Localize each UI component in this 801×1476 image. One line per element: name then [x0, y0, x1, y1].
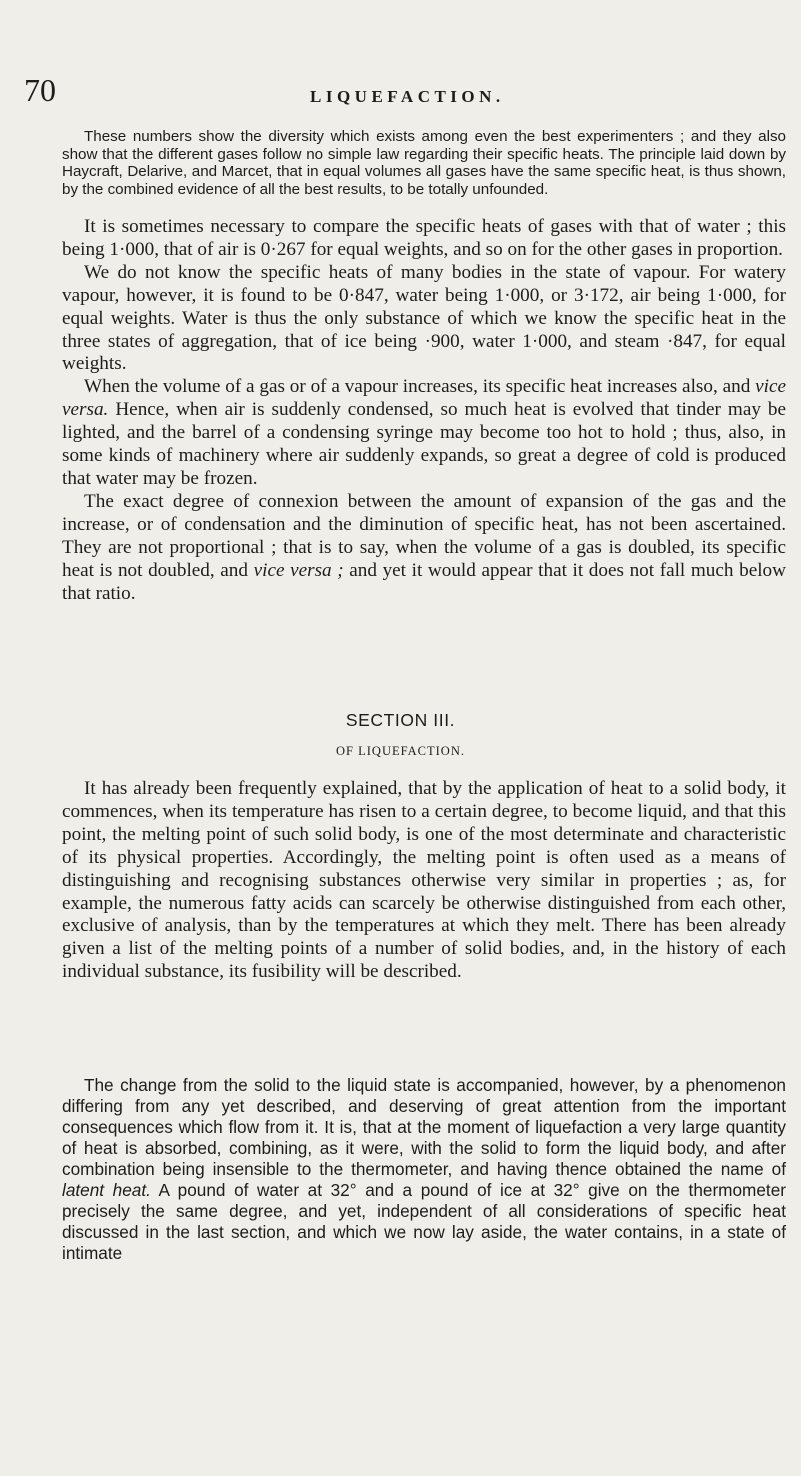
paragraph-5-part-b: and yet it would appear that it does not fall much below that ratio. [62, 559, 786, 604]
paragraph-1: These numbers show the diversity which exists among even the best experimenters ; and they also show that the different gases follow no simple law regarding their specific heats. The principle laid down by Haycraft, Delarive, and Marcet, that in equal volumes all gases have the same specific heat, is thus shown, by the combined evidence of all the best results, to be totally unfounded. [62, 128, 786, 198]
page-number: 70 [24, 72, 56, 108]
paragraph-7-part-b: A pound of water at 32° and a pound of ice at 32° give on the thermometer precisely the same degree, and yet, independent of all considerations of specific heat discussed in the last section, and which we now lay aside, the water contains, in a state of intimate [62, 1180, 786, 1263]
main-text-block-2 [62, 778, 786, 984]
paragraph-5-part-a: The exact degree of connexion between the amount of expansion of the gas and the increase, or of condensation and the diminution of specific heat, has not been ascertained. They are not proportional ; that is to say, when the volume of a gas is doubled, its specific heat is not doubled, and [62, 490, 786, 581]
paragraph-3: We do not know the specific heats of many bodies in the state of vapour. For watery vapour, however, it is found to be 0·847, water being 1·000, or 3·172, air being 1·000, for equal weights. Water is thus the only substance of which we know the specific heat in the three states of aggregation, that of ice being ·900, water 1·000, and steam ·847, for equal weights. [62, 261, 786, 375]
paragraph-5 [62, 491, 786, 606]
section-title: SECTION III. [345, 710, 456, 730]
running-head: LIQUEFACTION. [310, 87, 505, 106]
paragraph-4-emphasis: vice versa. [62, 376, 786, 421]
paragraph-7 [62, 1075, 786, 1264]
paragraph-6: It has already been frequently explained, that by the application of heat to a solid body, it commences, when its temperature has risen to a certain degree, to become liquid, and that this point, the melting point of such solid body, is one of the most determinate and characteristic of its physical properties. Accordingly, the melting point is often used as a means of distinguishing and recognising substances otherwise very similar in properties ; as, for example, the numerous fatty acids can scarcely be otherwise distinguished from each other, exclusive of analysis, than by the temperatures at which they melt. There has been already given a list of the melting points of a number of solid bodies, and, in the history of each individual substance, its fusibility will be described. [62, 778, 786, 983]
main-text-block-1 [62, 216, 786, 605]
paragraph-7-part-a: The change from the solid to the liquid state is accompanied, however, by a phenomenon differing from any yet described, and deserving of great attention from the important consequences which flow from it. It is, that at the moment of liquefaction a very large quantity of heat is absorbed, combining, as it were, with the solid to form the liquid body, and after combination being insensible to the thermometer, and having thence obtained the name of [62, 1075, 786, 1179]
paragraph-7-emphasis: latent heat. [62, 1180, 151, 1200]
paragraph-2: It is sometimes necessary to compare the specific heats of gases with that of water ; this being 1·000, that of air is 0·267 for equal weights, and so on for the other gases in proportion. [62, 216, 786, 260]
paragraph-4 [62, 376, 786, 491]
paragraph-5-emphasis: vice versa ; [253, 559, 344, 581]
section-subtitle: OF LIQUEFACTION. [336, 744, 465, 758]
paragraph-4-part-a: When the volume of a gas or of a vapour increases, its specific heat increases also, and [84, 376, 756, 398]
paragraph-4-part-b: Hence, when air is suddenly condensed, so much heat is evolved that tinder may be lighted, and the barrel of a condensing syringe may become too hot to hold ; thus, also, in some kinds of machinery where air suddenly expands, so great a degree of cold is produced that water may be frozen. [62, 399, 786, 489]
main-text-block-3 [62, 1075, 786, 1264]
small-text-block [62, 128, 786, 198]
